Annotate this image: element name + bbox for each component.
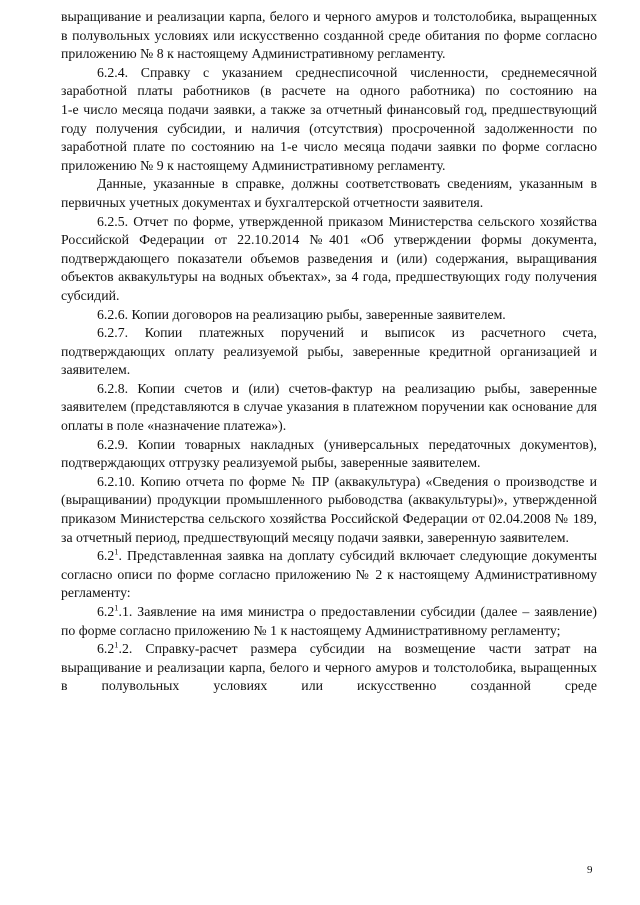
superscript: 1 xyxy=(114,639,119,650)
paragraph-6-2-6: 6.2.6. Копии договоров на реализацию рыбы, заверенные заявителем. xyxy=(97,306,506,322)
paragraph-6-2-1-2 xyxy=(61,640,597,696)
paragraph-number: 6.2 xyxy=(97,604,115,619)
paragraph-6-2-5: 6.2.5. Отчет по форме, утвержденной приказом Министерства сельского хозяйства Российской Федерации от 22.10.2014 №401 «Об утверждении формы документа, подтверждающего показатели объемов разведения и (или) содержания, выращивания объектов аквакультуры на водных объектах», за 4 года, предшествующих году получения субсидий. xyxy=(61,213,597,303)
paragraph-text: . Представленная заявка на доплату субсидий включает следующие документы согласно описи по форме согласно приложению № 2 к настоящему Административному регламенту: xyxy=(61,548,597,601)
paragraph-number: 6.2 xyxy=(97,641,115,657)
paragraph-6-2-9: 6.2.9. Копии товарных накладных (универсальных передаточных документов), подтверждающих отгрузку реализуемой рыбы, заверенные заявителем. xyxy=(61,436,597,471)
superscript: 1 xyxy=(114,546,119,557)
body-text xyxy=(61,8,597,696)
paragraph-6-2-4: 6.2.4. Справку с указанием среднесписочной численности, среднемесячной заработной платы работников (в расчете на одного работника) по состоянию на xyxy=(61,64,597,99)
paragraph-text: .1. Заявление на имя министра о предоставлении субсидии (далее – заявление) по форме согласно приложению № 1 к настоящему Административному регламенту; xyxy=(61,604,597,638)
paragraph-continuation: выращивание и реализации карпа, белого и черного амуров и толстолобика, выращенных в полувольных условиях или искусственно созданной среде обитания по форме согласно приложению № 8 к настоящему Административному регламенту. xyxy=(61,9,597,62)
paragraph-6-2-1-1 xyxy=(61,603,597,640)
page-number: 9 xyxy=(587,864,593,876)
paragraph-6-2-1 xyxy=(61,547,597,603)
paragraph-6-2-8: 6.2.8. Копии счетов и (или) счетов-фактур на реализацию рыбы, заверенные заявителем (представляются в случае указания в платежном поручении как основание для оплаты в поле «назначение платежа»). xyxy=(61,380,597,434)
paragraph-6-2-4-cont: 1-е число месяца подачи заявки, а также за отчетный финансовый год, предшествующий году получения субсидии, и наличия (отсутствия) просроченной задолженности по заработной плате по состоянию на 1-е число месяца подачи заявки по форме согласно приложению № 9 к настоящему Административному регламенту. xyxy=(61,101,597,173)
paragraph-text: .2. Справку-расчет размера субсидии на возмещение части затрат на выращивание и реализации карпа, белого и черного амуров и толстолобика, выращенных в полувольных условиях или искусственно созданной среде xyxy=(61,641,597,694)
superscript: 1 xyxy=(114,602,119,613)
paragraph-6-2-10: 6.2.10. Копию отчета по форме № ПР (аквакультура) «Сведения о производстве и (выращивании) продукции промышленного рыбоводства (аквакультуры)», утвержденной приказом Министерства сельского хозяйства Российской Федерации от 02.04.2008 № 189, за отчетный период, предшествующий месяцу подачи заявки, заверенную заявителем. xyxy=(61,473,597,545)
paragraph-number: 6.2 xyxy=(97,548,115,564)
paragraph-6-2-7: 6.2.7. Копии платежных поручений и выписок из расчетного счета, подтверждающих оплату реализуемой рыбы, заверенные кредитной организацией и заявителем. xyxy=(61,325,597,378)
paragraph-data-note: Данные, указанные в справке, должны соответствовать сведениям, указанным в первичных учетных документах и бухгалтерской отчетности заявителя. xyxy=(61,176,597,210)
